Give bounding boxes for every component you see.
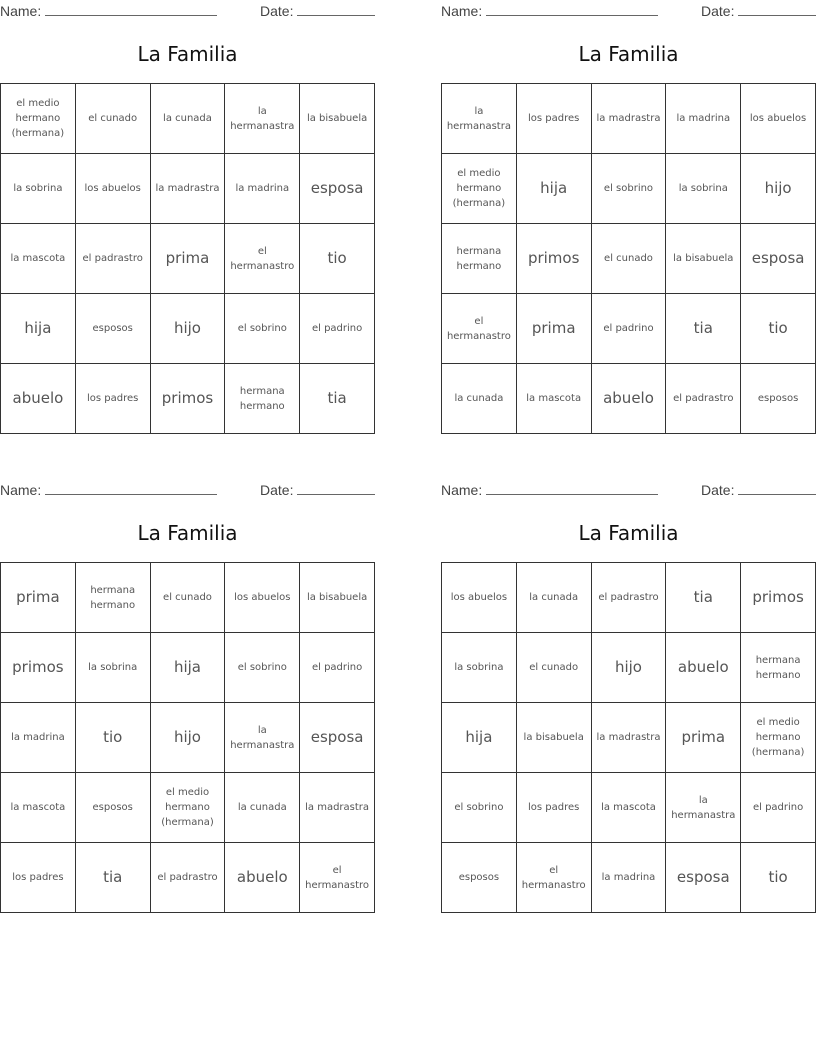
- bingo-cell[interactable]: [225, 84, 300, 154]
- bingo-cell-label: tia: [327, 389, 347, 407]
- bingo-cell[interactable]: [225, 563, 300, 633]
- bingo-cell-label: primos: [752, 588, 804, 606]
- bingo-cell-label: tia: [103, 868, 123, 886]
- bingo-cell-label: el hermanastro: [521, 864, 586, 891]
- bingo-cell[interactable]: [741, 843, 816, 913]
- bingo-cell-label: abuelo: [236, 868, 288, 886]
- bingo-cell-label: la madrina: [235, 183, 290, 194]
- bingo-cell[interactable]: [592, 224, 667, 294]
- name-label: Name:: [0, 3, 42, 19]
- card-title: La Familia: [137, 42, 238, 66]
- bingo-cell-label: hermana hermano: [90, 584, 136, 611]
- bingo-cell-label: el medio hermano (hermana): [452, 168, 506, 209]
- bingo-cell[interactable]: [592, 364, 667, 434]
- bingo-cell-label: el sobrino: [603, 183, 654, 194]
- bingo-cell[interactable]: [300, 224, 375, 294]
- date-blank-line[interactable]: [738, 2, 816, 16]
- bingo-cell[interactable]: [151, 843, 226, 913]
- bingo-cell[interactable]: [442, 843, 517, 913]
- name-label: Name:: [441, 482, 483, 498]
- name-blank-line[interactable]: [486, 2, 658, 16]
- date-field: [701, 2, 816, 19]
- bingo-cell-label: tio: [327, 249, 347, 267]
- bingo-cell-label: la bisabuela: [673, 253, 734, 264]
- bingo-cell-label: hija: [540, 179, 568, 197]
- name-label: Name:: [0, 482, 42, 498]
- date-blank-line[interactable]: [297, 2, 375, 16]
- bingo-cell[interactable]: [225, 294, 300, 364]
- bingo-cell-label: la cunada: [237, 802, 287, 813]
- bingo-cell-label: el cunado: [529, 662, 579, 673]
- bingo-cell[interactable]: [151, 154, 226, 224]
- bingo-cell[interactable]: [517, 294, 592, 364]
- card-title: La Familia: [137, 521, 238, 545]
- bingo-cell-label: el padrino: [603, 323, 654, 334]
- bingo-cell[interactable]: [300, 84, 375, 154]
- bingo-cell[interactable]: [442, 773, 517, 843]
- bingo-cell-label: esposos: [92, 323, 133, 334]
- bingo-cell-label: el hermanastro: [446, 315, 511, 342]
- bingo-cell[interactable]: [442, 703, 517, 773]
- date-label: Date:: [260, 3, 294, 19]
- date-field: [701, 481, 816, 498]
- bingo-cell-label: los abuelos: [450, 592, 508, 603]
- date-label: Date:: [701, 3, 735, 19]
- bingo-cell[interactable]: [300, 154, 375, 224]
- bingo-cell-label: la mascota: [10, 253, 66, 264]
- bingo-cell[interactable]: [300, 703, 375, 773]
- bingo-cell[interactable]: [517, 84, 592, 154]
- bingo-cell[interactable]: [151, 364, 226, 434]
- bingo-cell-label: tio: [768, 868, 788, 886]
- bingo-cell-label: prima: [165, 249, 210, 267]
- bingo-cell-label: la madrastra: [596, 113, 661, 124]
- bingo-cell-label: el padrastro: [82, 253, 143, 264]
- bingo-cell[interactable]: [592, 773, 667, 843]
- bingo-cell[interactable]: [300, 773, 375, 843]
- date-label: Date:: [701, 482, 735, 498]
- bingo-cell[interactable]: [666, 563, 741, 633]
- date-field: [260, 2, 375, 19]
- bingo-cell[interactable]: [741, 563, 816, 633]
- bingo-cell[interactable]: [442, 224, 517, 294]
- bingo-cell[interactable]: [666, 843, 741, 913]
- bingo-cell[interactable]: [442, 84, 517, 154]
- bingo-cell[interactable]: [76, 703, 151, 773]
- bingo-cell[interactable]: [592, 843, 667, 913]
- bingo-grid: [441, 83, 816, 434]
- bingo-cell[interactable]: [1, 294, 76, 364]
- bingo-cell-label: la sobrina: [454, 662, 504, 673]
- bingo-cell-label: prima: [531, 319, 576, 337]
- bingo-cell[interactable]: [741, 773, 816, 843]
- bingo-cell-label: el padrino: [752, 802, 804, 813]
- bingo-card: [441, 0, 816, 435]
- bingo-cell-label: la madrina: [11, 732, 65, 743]
- bingo-cell-label: prima: [681, 728, 726, 746]
- bingo-cell[interactable]: [1, 843, 76, 913]
- bingo-cell-label: hermana hermano: [456, 245, 502, 272]
- bingo-cell-label: tia: [693, 588, 713, 606]
- name-date-row: [0, 481, 294, 499]
- date-label: Date:: [260, 482, 294, 498]
- name-blank-line[interactable]: [45, 481, 217, 495]
- bingo-cell[interactable]: [517, 154, 592, 224]
- bingo-cell[interactable]: [300, 294, 375, 364]
- bingo-cell-label: la hermanastra: [671, 794, 736, 821]
- bingo-cell-label: el sobrino: [237, 323, 287, 334]
- bingo-cell[interactable]: [151, 84, 226, 154]
- name-date-row: [0, 2, 294, 20]
- bingo-cell[interactable]: [151, 633, 226, 703]
- bingo-cell[interactable]: [442, 563, 517, 633]
- bingo-cell-label: la cunada: [529, 592, 579, 603]
- bingo-cell-label: el cunado: [604, 253, 653, 264]
- bingo-card: [0, 479, 375, 914]
- bingo-cell[interactable]: [1, 84, 76, 154]
- bingo-cell[interactable]: [592, 84, 667, 154]
- date-field: [260, 481, 375, 498]
- bingo-cell[interactable]: [666, 84, 741, 154]
- bingo-cell[interactable]: [76, 224, 151, 294]
- bingo-cell-label: el medio hermano (hermana): [11, 98, 65, 139]
- bingo-cell-label: esposa: [310, 179, 364, 197]
- bingo-cell-label: la madrina: [676, 113, 731, 124]
- bingo-cell[interactable]: [151, 224, 226, 294]
- bingo-cell[interactable]: [592, 294, 667, 364]
- bingo-cell-label: el sobrino: [454, 802, 504, 813]
- bingo-cell-label: la hermanastra: [446, 105, 511, 132]
- bingo-cell[interactable]: [76, 364, 151, 434]
- bingo-cell[interactable]: [666, 294, 741, 364]
- bingo-cell[interactable]: [76, 154, 151, 224]
- bingo-cell[interactable]: [741, 294, 816, 364]
- bingo-cell[interactable]: [517, 843, 592, 913]
- bingo-cell-label: los padres: [87, 393, 139, 404]
- date-blank-line[interactable]: [738, 481, 816, 495]
- bingo-cell[interactable]: [666, 224, 741, 294]
- bingo-cell[interactable]: [1, 773, 76, 843]
- bingo-cell-label: los abuelos: [84, 183, 141, 194]
- bingo-cell[interactable]: [517, 633, 592, 703]
- bingo-cell-label: la madrina: [601, 872, 656, 883]
- name-blank-line[interactable]: [45, 2, 217, 16]
- bingo-cell[interactable]: [517, 773, 592, 843]
- bingo-cell[interactable]: [225, 154, 300, 224]
- bingo-cell-label: el padrastro: [673, 393, 734, 404]
- bingo-cell-label: prima: [16, 588, 60, 606]
- bingo-cell-label: los padres: [528, 113, 580, 124]
- bingo-cell-label: primos: [161, 389, 214, 407]
- name-date-row: [441, 481, 735, 499]
- bingo-cell-label: esposos: [92, 802, 133, 813]
- bingo-cell-label: el cunado: [163, 592, 212, 603]
- bingo-cell[interactable]: [1, 563, 76, 633]
- bingo-cell[interactable]: [300, 364, 375, 434]
- bingo-cell-label: la cunada: [163, 113, 212, 124]
- bingo-cell-label: la madrastra: [596, 732, 661, 743]
- bingo-cell[interactable]: [666, 633, 741, 703]
- bingo-cell[interactable]: [300, 633, 375, 703]
- bingo-cell-label: hermana hermano: [239, 385, 285, 412]
- bingo-cell[interactable]: [741, 633, 816, 703]
- bingo-cell[interactable]: [442, 294, 517, 364]
- bingo-cell[interactable]: [225, 224, 300, 294]
- bingo-cell-label: la cunada: [454, 393, 504, 404]
- bingo-cell-label: hija: [173, 658, 202, 676]
- bingo-cell-label: la sobrina: [678, 183, 728, 194]
- bingo-cell-label: esposa: [310, 728, 364, 746]
- bingo-cell[interactable]: [517, 224, 592, 294]
- bingo-cell[interactable]: [1, 224, 76, 294]
- bingo-cell[interactable]: [225, 773, 300, 843]
- card-title: La Familia: [578, 42, 679, 66]
- bingo-cell[interactable]: [225, 633, 300, 703]
- bingo-card: [0, 0, 375, 435]
- bingo-cell[interactable]: [592, 703, 667, 773]
- bingo-cell-label: abuelo: [677, 658, 729, 676]
- bingo-cell[interactable]: [442, 633, 517, 703]
- bingo-cell[interactable]: [666, 364, 741, 434]
- bingo-cell[interactable]: [225, 364, 300, 434]
- bingo-cell-label: tia: [693, 319, 713, 337]
- bingo-cell-label: la madrastra: [155, 183, 220, 194]
- bingo-cell-label: primos: [12, 658, 64, 676]
- bingo-cell[interactable]: [517, 703, 592, 773]
- bingo-cell-label: los abuelos: [749, 113, 807, 124]
- bingo-cell-label: el hermanastro: [230, 245, 295, 272]
- bingo-cell-label: hijo: [614, 658, 642, 676]
- bingo-cell-label: esposos: [458, 872, 500, 883]
- bingo-cell-label: la bisabuela: [523, 732, 584, 743]
- bingo-cell-label: el padrastro: [157, 872, 218, 883]
- bingo-cell-label: hijo: [173, 728, 201, 746]
- bingo-cell-label: el medio hermano (hermana): [161, 787, 214, 828]
- bingo-cell-label: hija: [465, 728, 493, 746]
- bingo-cell[interactable]: [592, 154, 667, 224]
- bingo-cell-label: la bisabuela: [306, 113, 368, 124]
- bingo-cell[interactable]: [300, 843, 375, 913]
- bingo-cell-label: tio: [768, 319, 788, 337]
- bingo-cell-label: primos: [527, 249, 580, 267]
- bingo-cell-label: esposos: [757, 393, 799, 404]
- bingo-cell-label: la sobrina: [88, 662, 138, 673]
- bingo-cell[interactable]: [1, 633, 76, 703]
- bingo-cell-label: hija: [24, 319, 52, 337]
- name-blank-line[interactable]: [486, 481, 658, 495]
- bingo-cell[interactable]: [1, 364, 76, 434]
- bingo-cell-label: el padrino: [311, 323, 363, 334]
- bingo-cell-label: los padres: [12, 872, 64, 883]
- bingo-cell[interactable]: [151, 563, 226, 633]
- bingo-cell-label: la mascota: [601, 802, 656, 813]
- bingo-cell[interactable]: [741, 154, 816, 224]
- bingo-cell-label: hijo: [764, 179, 792, 197]
- bingo-cell-label: esposa: [751, 249, 805, 267]
- bingo-cell[interactable]: [741, 84, 816, 154]
- bingo-cell-label: el sobrino: [237, 662, 287, 673]
- bingo-cell[interactable]: [666, 154, 741, 224]
- bingo-cell[interactable]: [76, 633, 151, 703]
- bingo-cell-label: el medio hermano (hermana): [751, 717, 805, 758]
- bingo-cell[interactable]: [76, 294, 151, 364]
- bingo-card: [441, 479, 816, 914]
- bingo-cell[interactable]: [76, 84, 151, 154]
- bingo-cell[interactable]: [592, 563, 667, 633]
- card-title: La Familia: [578, 521, 679, 545]
- date-blank-line[interactable]: [297, 481, 375, 495]
- bingo-grid: [441, 562, 816, 913]
- bingo-cell[interactable]: [741, 224, 816, 294]
- name-date-row: [441, 2, 735, 20]
- bingo-cell[interactable]: [741, 364, 816, 434]
- bingo-cell[interactable]: [225, 843, 300, 913]
- bingo-cell-label: los padres: [528, 802, 580, 813]
- bingo-cell-label: los abuelos: [234, 592, 291, 603]
- bingo-cell[interactable]: [300, 563, 375, 633]
- bingo-cell[interactable]: [666, 773, 741, 843]
- bingo-grid: [0, 83, 375, 434]
- bingo-cell[interactable]: [76, 773, 151, 843]
- bingo-cell-label: el hermanastro: [305, 864, 370, 891]
- bingo-cell-label: la mascota: [10, 802, 66, 813]
- bingo-cell-label: esposa: [676, 868, 730, 886]
- bingo-cell[interactable]: [442, 364, 517, 434]
- bingo-cell[interactable]: [76, 563, 151, 633]
- bingo-cell-label: hermana hermano: [755, 654, 801, 681]
- bingo-cell[interactable]: [76, 843, 151, 913]
- bingo-cell[interactable]: [225, 703, 300, 773]
- bingo-cell[interactable]: [151, 703, 226, 773]
- bingo-cell-label: la sobrina: [13, 183, 63, 194]
- bingo-cell[interactable]: [151, 773, 226, 843]
- bingo-cell[interactable]: [1, 154, 76, 224]
- bingo-cell-label: abuelo: [603, 389, 654, 407]
- bingo-cell[interactable]: [151, 294, 226, 364]
- bingo-cell-label: el padrino: [311, 662, 363, 673]
- bingo-cell[interactable]: [517, 563, 592, 633]
- bingo-cell-label: la mascota: [526, 393, 582, 404]
- bingo-grid: [0, 562, 375, 913]
- bingo-cell-label: la madrastra: [305, 802, 370, 813]
- bingo-cell-label: el padrastro: [598, 592, 659, 603]
- bingo-cell[interactable]: [517, 364, 592, 434]
- bingo-cell-label: hijo: [173, 319, 201, 337]
- bingo-cell-label: la bisabuela: [306, 592, 368, 603]
- bingo-cell-label: tio: [103, 728, 123, 746]
- bingo-cell[interactable]: [666, 703, 741, 773]
- bingo-cell-label: la hermanastra: [230, 724, 295, 751]
- bingo-cell[interactable]: [741, 703, 816, 773]
- bingo-cell[interactable]: [1, 703, 76, 773]
- bingo-cell[interactable]: [592, 633, 667, 703]
- bingo-cell[interactable]: [442, 154, 517, 224]
- bingo-cell-label: la hermanastra: [230, 105, 295, 132]
- name-label: Name:: [441, 3, 483, 19]
- bingo-cell-label: el cunado: [88, 113, 138, 124]
- bingo-cell-label: abuelo: [12, 389, 64, 407]
